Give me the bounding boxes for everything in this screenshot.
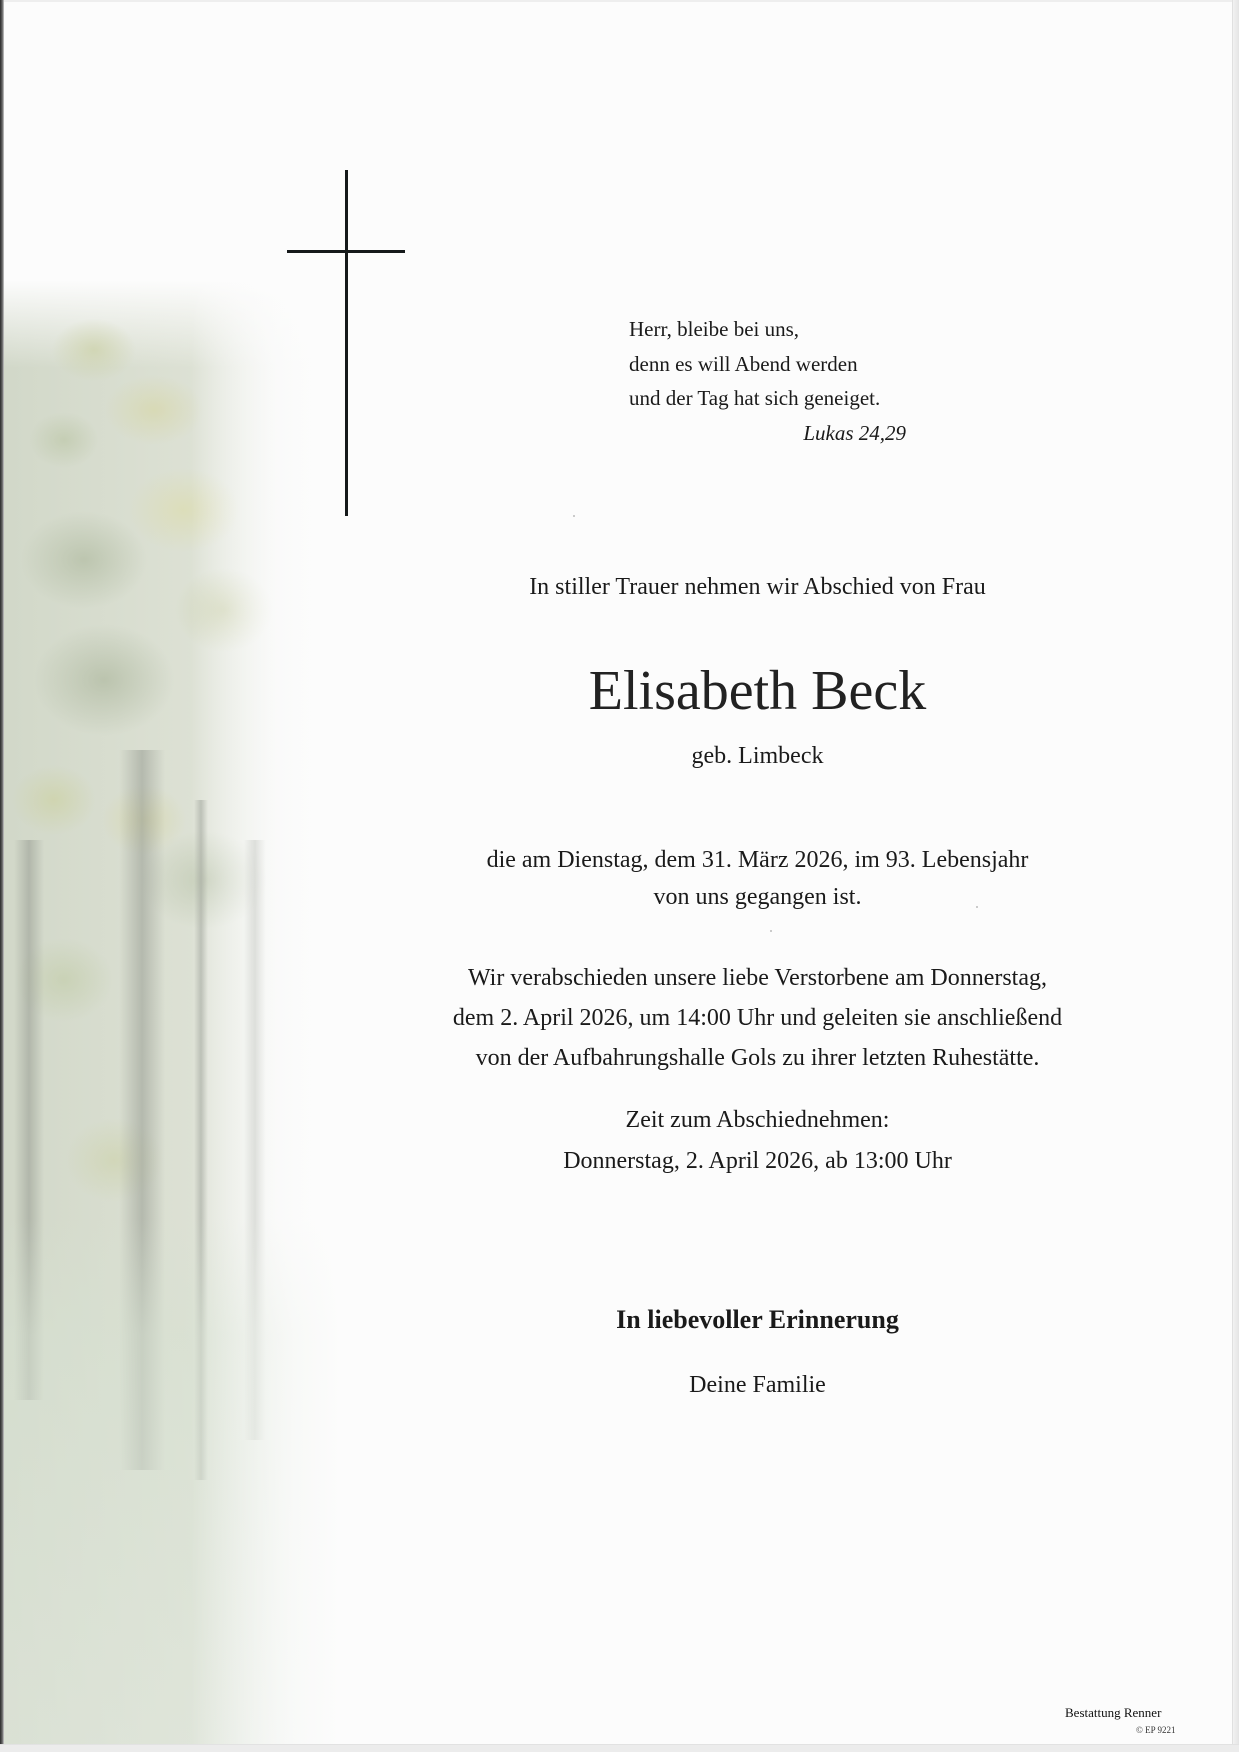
death-notice-line: von uns gegangen ist. [653, 884, 862, 910]
viewing-label: Zeit zum Abschiednehmen: [625, 1107, 890, 1133]
scan-speck [770, 930, 772, 932]
verse-reference: Lukas 24,29 [803, 420, 906, 445]
service-details [370, 958, 1145, 1078]
scan-speck [573, 515, 575, 517]
deceased-name: Elisabeth Beck [588, 660, 927, 722]
scan-edge-left [0, 0, 4, 1752]
intro-text: In stiller Trauer nehmen wir Abschied von Frau [529, 574, 986, 600]
verse-line: Herr, bleibe bei uns, [629, 317, 800, 341]
death-notice [370, 842, 1145, 916]
scan-edge-bottom [0, 1744, 1239, 1752]
undertaker-name: Bestattung Renner [1065, 1705, 1162, 1720]
scan-edge-right [1232, 0, 1239, 1752]
scan-speck [976, 906, 978, 908]
closing-phrase: In liebevoller Erinnerung [616, 1305, 899, 1334]
verse-line: denn es will Abend werden [629, 351, 858, 376]
viewing-time: Donnerstag, 2. April 2026, ab 13:00 Uhr [563, 1148, 952, 1174]
scan-edge-top [0, 0, 1239, 2]
signature: Deine Familie [689, 1372, 826, 1398]
photo-fade [4, 280, 344, 1745]
service-line: von der Aufbahrungshalle Gols zu ihrer letzten Ruhestätte. [475, 1045, 1040, 1071]
cross-icon-vertical [345, 170, 348, 516]
cross-icon-horizontal [287, 250, 405, 253]
bible-verse [629, 312, 919, 450]
verse-line: und der Tag hat sich geneiget. [629, 386, 881, 410]
service-line: dem 2. April 2026, um 14:00 Uhr und geleiten sie anschließend [452, 1005, 1063, 1031]
maiden-name: geb. Limbeck [691, 743, 824, 769]
template-code: © EP 9221 [1136, 1725, 1176, 1735]
death-notice-line: die am Dienstag, dem 31. März 2026, im 93. Lebensjahr [486, 847, 1029, 873]
service-line: Wir verabschieden unsere liebe Verstorbene am Donnerstag, [467, 965, 1048, 991]
vineyard-background-image [4, 280, 344, 1745]
viewing-details [370, 1100, 1145, 1182]
